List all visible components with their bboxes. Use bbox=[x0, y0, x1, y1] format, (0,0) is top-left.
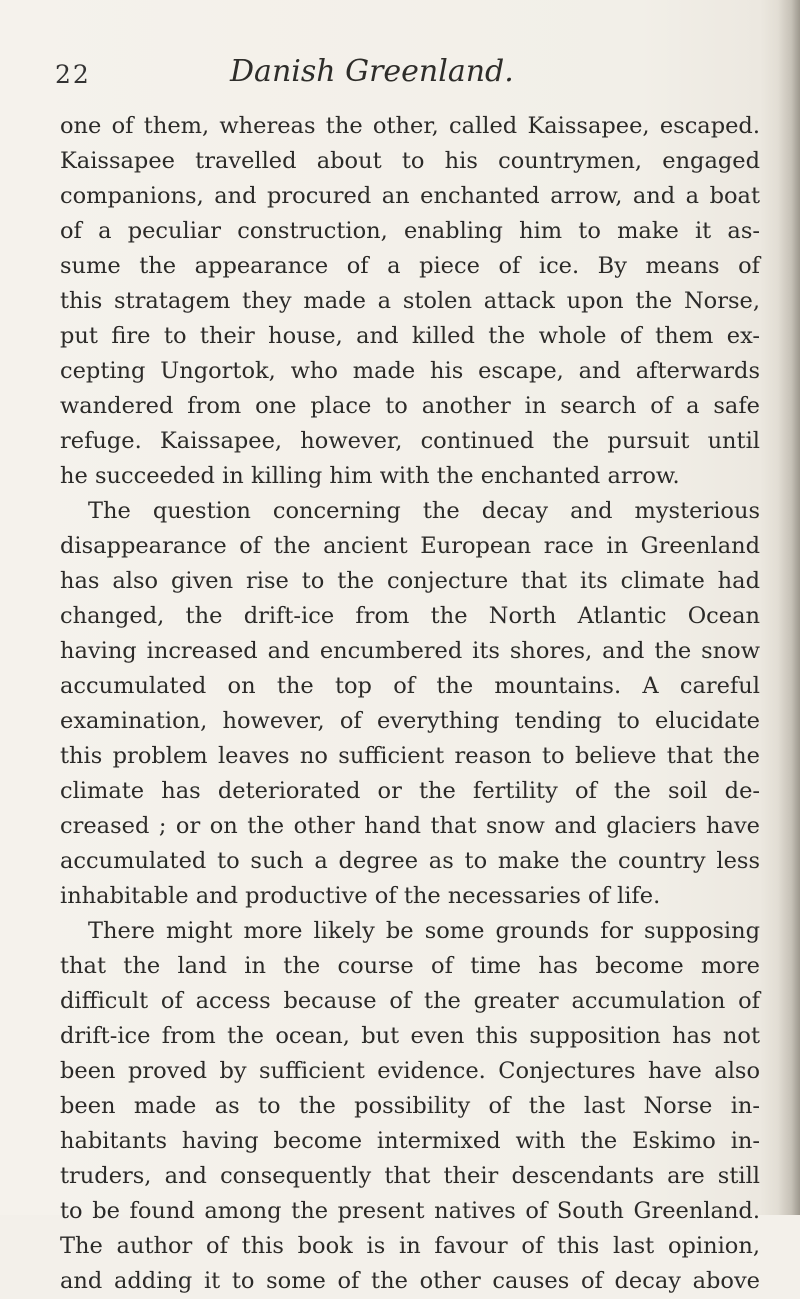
paragraph-start-line: The question concerning the decay and mysterious bbox=[88, 498, 760, 524]
text-line: having increased and encumbered its shores, and the snow bbox=[60, 638, 760, 664]
text-line: has also given rise to the conjecture that its climate had bbox=[60, 568, 760, 594]
running-title: Danish Greenland. bbox=[230, 54, 514, 89]
text-line: drift-ice from the ocean, but even this supposition has not bbox=[60, 1023, 760, 1049]
text-line: sume the appearance of a piece of ice. By means of bbox=[60, 253, 760, 279]
text-line: and adding it to some of the other causes of decay above bbox=[60, 1268, 760, 1294]
text-line: that the land in the course of time has become more bbox=[60, 953, 760, 979]
text-line: climate has deteriorated or the fertility of the soil de- bbox=[60, 778, 760, 804]
text-line: one of them, whereas the other, called Kaissapee, escaped. bbox=[60, 113, 760, 139]
text-line: changed, the drift-ice from the North Atlantic Ocean bbox=[60, 603, 760, 629]
text-line: this stratagem they made a stolen attack upon the Norse, bbox=[60, 288, 760, 314]
text-line: wandered from one place to another in search of a safe bbox=[60, 393, 760, 419]
text-line: creased ; or on the other hand that snow and glaciers have bbox=[60, 813, 760, 839]
text-line: been made as to the possibility of the last Norse in- bbox=[60, 1093, 760, 1119]
text-line: this problem leaves no sufficient reason to believe that the bbox=[60, 743, 760, 769]
text-line: Kaissapee travelled about to his countrymen, engaged bbox=[60, 148, 760, 174]
text-line: The author of this book is in favour of this last opinion, bbox=[60, 1233, 760, 1259]
text-line: truders, and consequently that their descendants are still bbox=[60, 1163, 760, 1189]
text-line: examination, however, of everything tending to elucidate bbox=[60, 708, 760, 734]
paragraph-start-line: There might more likely be some grounds for supposing bbox=[88, 918, 760, 944]
text-line: inhabitable and productive of the necessaries of life. bbox=[60, 883, 661, 909]
page-header bbox=[55, 50, 735, 90]
text-line: habitants having become intermixed with the Eskimo in- bbox=[60, 1128, 760, 1154]
text-line: been proved by sufficient evidence. Conjectures have also bbox=[60, 1058, 760, 1084]
body-text bbox=[60, 109, 760, 1299]
text-line: put fire to their house, and killed the whole of them ex- bbox=[60, 323, 760, 349]
page-number: 22 bbox=[55, 60, 91, 89]
page-edge-shadow bbox=[778, 0, 800, 1215]
text-line: companions, and procured an enchanted arrow, and a boat bbox=[60, 183, 760, 209]
text-line: accumulated on the top of the mountains. A careful bbox=[60, 673, 760, 699]
text-line: cepting Ungortok, who made his escape, and afterwards bbox=[60, 358, 760, 384]
text-line: of a peculiar construction, enabling him to make it as- bbox=[60, 218, 760, 244]
text-line: refuge. Kaissapee, however, continued the pursuit until bbox=[60, 428, 760, 454]
text-line: he succeeded in killing him with the enchanted arrow. bbox=[60, 463, 680, 489]
text-line: to be found among the present natives of South Greenland. bbox=[60, 1198, 760, 1224]
text-line: accumulated to such a degree as to make the country less bbox=[60, 848, 760, 874]
text-line: difficult of access because of the greater accumulation of bbox=[60, 988, 760, 1014]
text-line: disappearance of the ancient European race in Greenland bbox=[60, 533, 760, 559]
